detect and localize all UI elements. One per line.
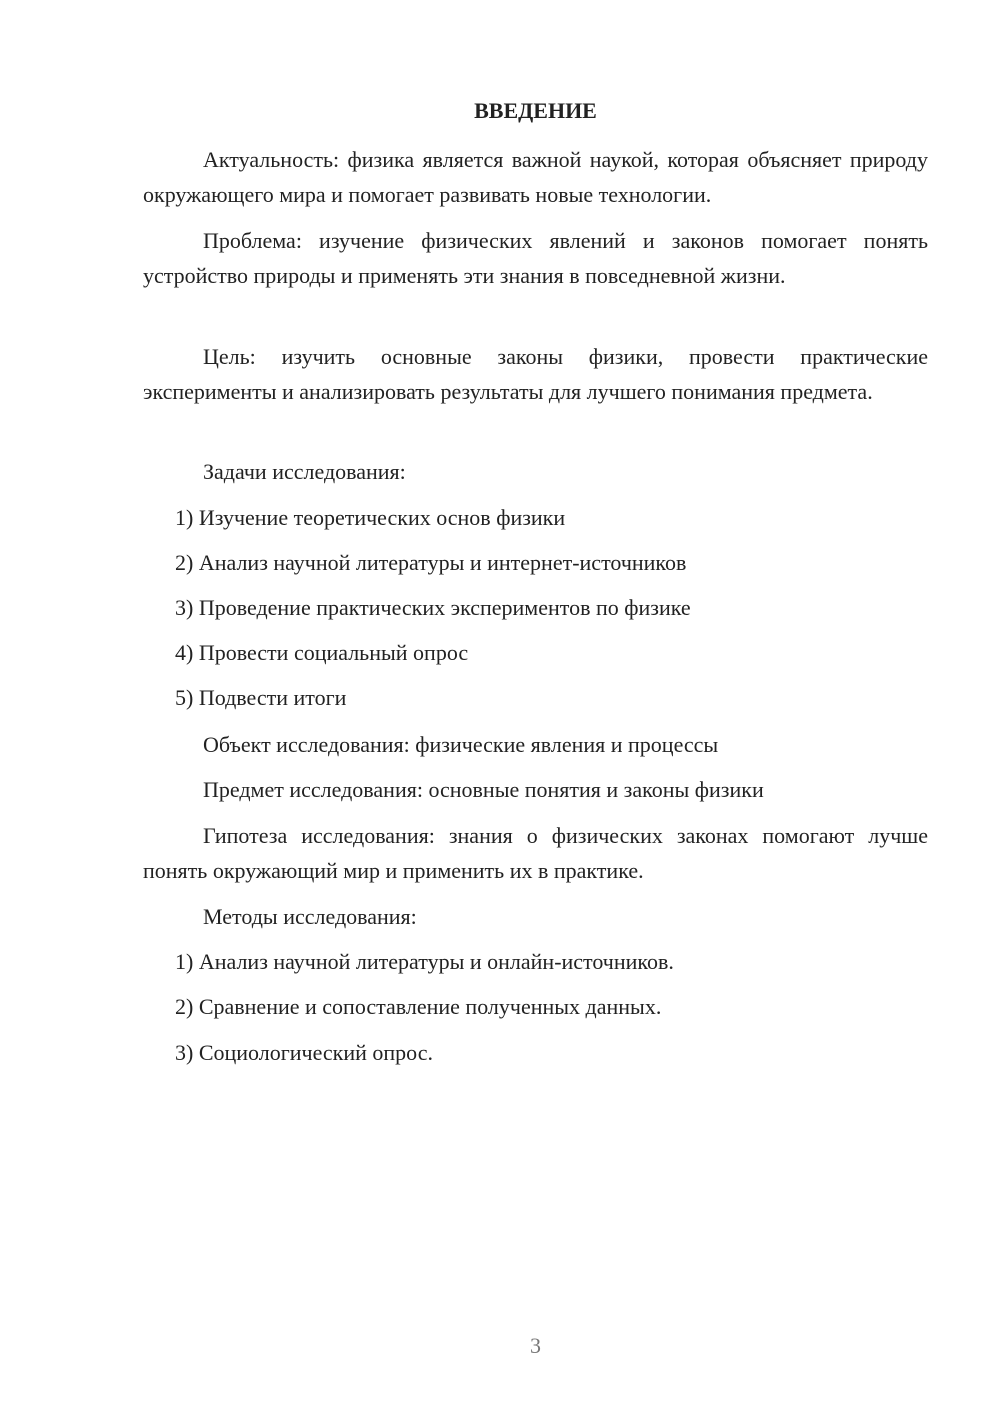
method-item: 2) Сравнение и сопоставление полученных данных. <box>175 994 662 1019</box>
hypothesis-paragraph: Гипотеза исследования: знания о физических законах помогают лучше понять окружающий мир и применить их в практике. <box>143 823 928 883</box>
methods-heading: Методы исследования: <box>203 904 417 929</box>
task-item: 2) Анализ научной литературы и интернет-источников <box>175 550 687 575</box>
page-number: 3 <box>530 1333 541 1358</box>
subject-line: Предмет исследования: основные понятия и законы физики <box>203 777 764 802</box>
actuality-paragraph: Актуальность: физика является важной наукой, которая объясняет природу окружающего мира и помогает развивать новые технологии. <box>143 147 928 207</box>
tasks-heading: Задачи исследования: <box>203 459 406 484</box>
task-item: 5) Подвести итоги <box>175 685 347 710</box>
task-item: 1) Изучение теоретических основ физики <box>175 505 566 530</box>
task-item: 3) Проведение практических экспериментов по физике <box>175 595 691 620</box>
problem-paragraph: Проблема: изучение физических явлений и законов помогает понять устройство природы и применять эти знания в повседневной жизни. <box>143 228 928 288</box>
method-item: 1) Анализ научной литературы и онлайн-источников. <box>175 949 674 974</box>
object-line: Объект исследования: физические явления и процессы <box>203 732 719 757</box>
goal-paragraph: Цель: изучить основные законы физики, провести практические эксперименты и анализировать результаты для лучшего понимания предмета. <box>143 344 928 404</box>
task-item: 4) Провести социальный опрос <box>175 640 469 665</box>
section-title: ВВЕДЕНИЕ <box>474 98 597 123</box>
document-page <box>143 0 928 1414</box>
method-item: 3) Социологический опрос. <box>175 1040 433 1065</box>
